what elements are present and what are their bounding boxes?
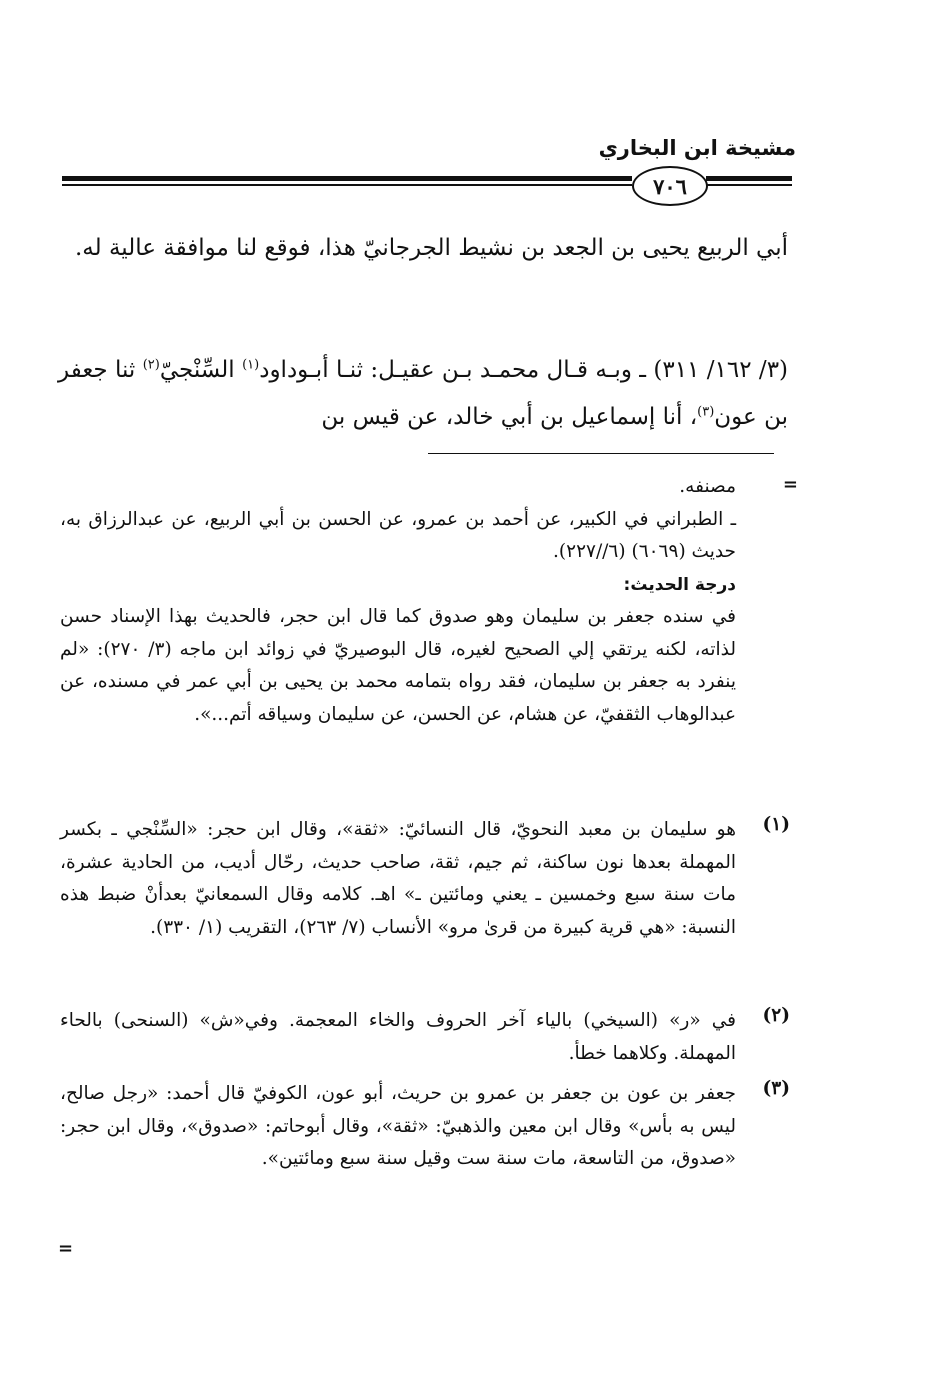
footnote-continuation bbox=[60, 471, 736, 731]
footnote-ref-3: (٣) bbox=[697, 404, 715, 420]
grade-heading: درجة الحديث: bbox=[623, 574, 736, 595]
continuation-mark-bottom: = bbox=[58, 1238, 74, 1259]
footnote-text: هو سليمان بن معبد النحويّ، قال النسائيّ: «ثقة»، وقال ابن حجر: «السِّنْجي ـ بكسر المهملة بعدها نون ساكنة، ثم جيم، ثقة، صاحب حديث، رحّال أديب، من الحادية عشرة، مات سنة سبع وخمسين ـ يعني ومائتين ـ» اهـ. كلامه وقال السمعانيّ بعدأنْ ضبط هذه النسبة: «هي قرية كبيرة من قرىٰ مرو» الأنساب (٧/ ٢٦٣)، التقريب (١/ ٣٣٠). bbox=[60, 819, 736, 938]
footnote-2 bbox=[60, 1005, 736, 1070]
header-rule-short-thick bbox=[706, 176, 792, 181]
footnote-number-3: (٣) bbox=[762, 1078, 790, 1099]
header-rule-thin bbox=[62, 184, 632, 186]
footnote-text: جعفر بن عون بن جعفر بن عمرو بن حريث، أبو عون، الكوفيّ قال أحمد: «رجل صالح، ليس به بأس» وقال ابن معين والذهبيّ: «ثقة»، وقال أبوحاتم: «صدوق»، وقال ابن حجر: «صدوق، من التاسعة، مات سنة ست وقيل سنة سبع ومائتين». bbox=[60, 1083, 736, 1169]
main-p2-part-d: ، أنا إسماعيل بن أبي خالد، عن قيس بن bbox=[321, 404, 698, 430]
running-title: مشيخة ابن البخاري bbox=[598, 136, 796, 160]
main-paragraph-1: أبي الربيع يحيى بن الجعد بن نشيط الجرجانيّ هذا، فوقع لنا موافقة عالية له. bbox=[75, 235, 788, 261]
footnote-cont-line: ـ الطبراني في الكبير، عن أحمد بن عمرو، عن الحسن بن أبي الربيع، عن عبدالرزاق به، حديث (٦٠٦٩) (٦//٢٢٧). bbox=[60, 508, 736, 562]
header-rule-thick bbox=[62, 176, 632, 181]
footnote-3 bbox=[60, 1078, 736, 1176]
main-paragraph-2 bbox=[58, 347, 788, 441]
continuation-mark-top: = bbox=[782, 474, 798, 495]
footnote-text: في «ر» (السيخي) بالياء آخر الحروف والخاء المعجمة. وفي«ش» (السنحى) بالحاء المهملة. وكلاهما خطأ. bbox=[60, 1010, 736, 1064]
header-rule-short-thin bbox=[706, 184, 792, 186]
grade-text: في سنده جعفر بن سليمان وهو صدوق كما قال ابن حجر، فالحديث بهذا الإسناد حسن لذاته، لكنه يرتقي إلي الصحيح لغيره، قال البوصيريّ في زوائد ابن ماجه (٣/ ٢٧٠): «لم ينفرد به جعفر بن سليمان، فقد رواه بتمامه محمد بن يحيى بن أبي عمر في مسنده، عن عبدالوهاب الثقفيّ، عن هشام، عن الحسن، عن سليمان وسياقه أتم...». bbox=[60, 606, 736, 725]
main-p2-part-b: السِّنْجيّ bbox=[159, 357, 243, 383]
footnote-separator bbox=[428, 453, 774, 454]
footnote-number-2: (٢) bbox=[762, 1005, 790, 1026]
footnote-1 bbox=[60, 814, 736, 944]
footnote-cont-line: مصنفه. bbox=[679, 476, 736, 497]
page-number: ٧٠٦ bbox=[632, 166, 708, 206]
footnote-number-1: (١) bbox=[762, 814, 790, 835]
footnote-ref-1: (١) bbox=[242, 357, 260, 373]
main-p2-part-c: ثنا جعفر بن عون bbox=[58, 357, 788, 430]
footnote-ref-2: (٢) bbox=[142, 357, 160, 373]
main-p2-part-a: (٣/ ١٦٢/ ٣١١) ـ وبـه قـال محمـد بـن عقيـل: ثنـا أبـوداود bbox=[259, 357, 789, 383]
